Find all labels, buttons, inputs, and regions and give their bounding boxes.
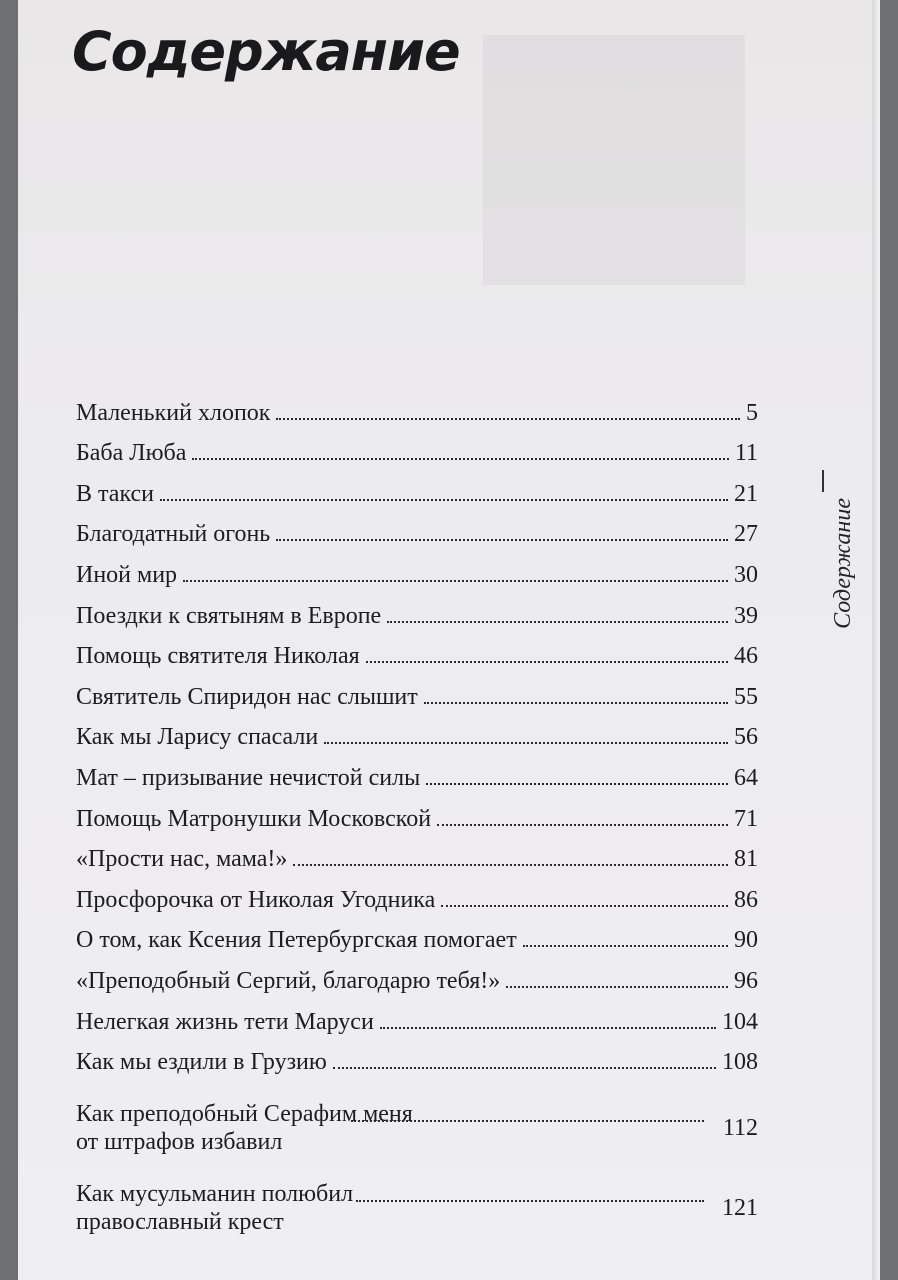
toc-page-number: 121	[722, 1195, 758, 1222]
dot-leader	[183, 580, 728, 582]
toc-page-number: 21	[734, 480, 758, 507]
toc-page-number: 104	[722, 1008, 758, 1035]
toc-entry-title: Нелегкая жизнь тети Маруси	[76, 1008, 374, 1035]
dot-leader	[356, 1200, 704, 1202]
toc-page-number: 46	[734, 643, 758, 670]
toc-entry-title-line1: Как мусульманин полюбил	[76, 1181, 354, 1208]
dot-leader	[333, 1067, 716, 1069]
toc-entry-title: Помощь святителя Николая	[76, 643, 360, 670]
toc-entry-title: Как мы ездили в Грузию	[76, 1049, 327, 1076]
toc-entry	[76, 1156, 758, 1236]
toc-entry-title: Помощь Матронушки Московской	[76, 805, 432, 832]
toc-entry	[76, 914, 758, 955]
dot-leader	[160, 499, 728, 501]
dot-leader	[324, 742, 728, 744]
toc-entry	[76, 508, 758, 549]
dot-leader	[351, 1120, 704, 1122]
toc-entry	[76, 1076, 758, 1156]
toc-entry	[76, 792, 758, 833]
toc-entry-title: Просфорочка от Николая Угодника	[76, 886, 436, 913]
toc-page-number: 112	[722, 1115, 758, 1142]
toc-page-number: 86	[734, 886, 758, 913]
toc-entry	[76, 589, 758, 630]
toc-page-number: 71	[734, 805, 758, 832]
dot-leader	[506, 986, 728, 988]
dot-leader	[523, 945, 728, 947]
toc-entry-title: Маленький хлопок	[76, 399, 271, 426]
toc-entry	[76, 995, 758, 1036]
dot-leader	[426, 783, 728, 785]
toc-page-number: 56	[734, 724, 758, 751]
page-edge	[872, 0, 880, 1280]
toc-entry	[76, 954, 758, 995]
toc-entry-title: О том, как Ксения Петербургская помогает	[76, 927, 517, 954]
dot-leader	[387, 621, 728, 623]
toc-entry	[76, 630, 758, 671]
toc-entry	[76, 386, 758, 427]
toc-entry-title: Как мы Ларису спасали	[76, 724, 319, 751]
running-header-rule	[822, 470, 824, 492]
toc-entry-title-line2: от штрафов избавил	[76, 1129, 283, 1156]
toc-entry-title: Мат – призывание нечистой силы	[76, 764, 421, 791]
toc-entry-title: В такси	[76, 480, 154, 507]
toc-page-number: 108	[722, 1049, 758, 1076]
toc-entry	[76, 427, 758, 468]
toc-page-number: 30	[734, 561, 758, 588]
book-page	[18, 0, 880, 1280]
toc-entry-title: Баба Люба	[76, 440, 187, 467]
toc-entry-title-line2: православный крест	[76, 1209, 284, 1236]
toc-page-number: 11	[734, 440, 758, 467]
toc-entry	[76, 711, 758, 752]
toc-entry-title: «Преподобный Сергий, благодарю тебя!»	[76, 967, 501, 994]
dot-leader	[380, 1027, 716, 1029]
dot-leader	[366, 661, 728, 663]
toc-entry-title: Иной мир	[76, 561, 178, 588]
toc-entry-title: Поездки к святыням в Европе	[76, 602, 382, 629]
toc-page-number: 39	[734, 602, 758, 629]
page-title: Содержание	[72, 20, 460, 83]
toc-entry	[76, 1036, 758, 1077]
toc-entry-title: Благодатный огонь	[76, 521, 271, 548]
toc-entry	[76, 873, 758, 914]
toc-entry-title	[76, 1100, 413, 1156]
dot-leader	[276, 539, 728, 541]
toc-entry-title: Святитель Спиридон нас слышит	[76, 683, 418, 710]
toc-page-number: 64	[734, 764, 758, 791]
toc-entry-title: «Прости нас, мама!»	[76, 846, 288, 873]
toc-entry	[76, 751, 758, 792]
dot-leader	[276, 418, 740, 420]
running-header-label: Содержание	[830, 498, 856, 629]
toc-entry	[76, 467, 758, 508]
toc-page-number: 55	[734, 683, 758, 710]
dot-leader	[192, 458, 729, 460]
toc-page-number: 96	[734, 967, 758, 994]
toc-entry	[76, 670, 758, 711]
dot-leader	[424, 702, 728, 704]
toc-entry	[76, 833, 758, 874]
toc-entry-title	[76, 1180, 353, 1236]
toc-page-number: 90	[734, 927, 758, 954]
dot-leader	[437, 824, 728, 826]
toc-page-number: 27	[734, 521, 758, 548]
dot-leader	[293, 864, 728, 866]
dot-leader	[441, 905, 728, 907]
toc-entry	[76, 548, 758, 589]
bleed-through-illustration	[483, 35, 745, 285]
toc-page-number: 5	[746, 399, 758, 426]
toc-page-number: 81	[734, 846, 758, 873]
table-of-contents	[76, 386, 758, 1236]
toc-entry-title-line1: Как преподобный Серафим меня	[76, 1101, 413, 1128]
